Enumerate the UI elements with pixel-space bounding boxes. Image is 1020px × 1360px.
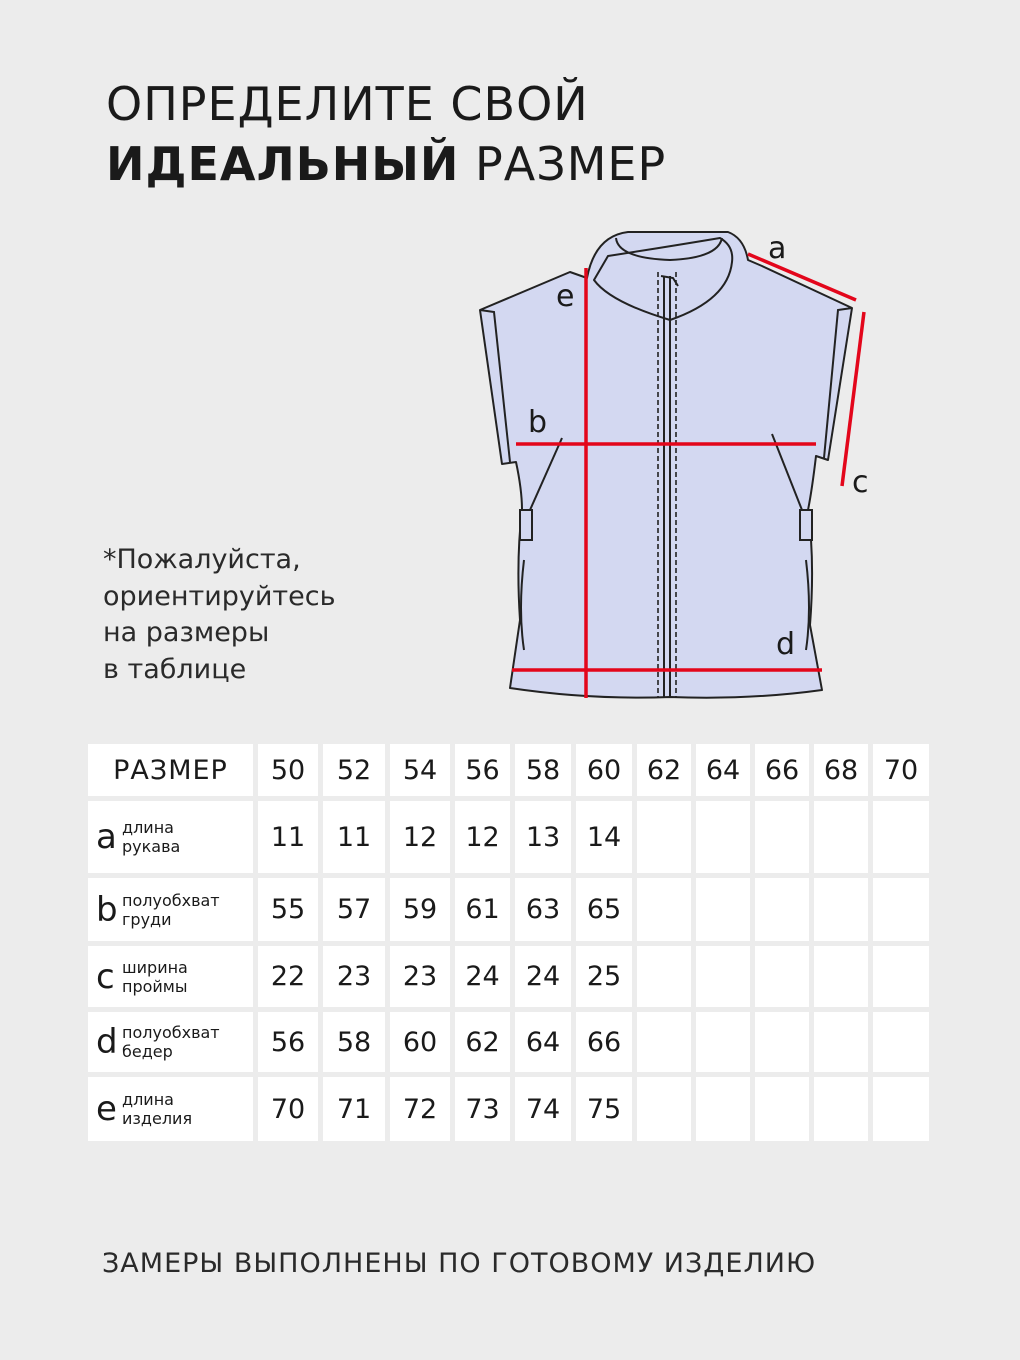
size-header-cell: 62	[637, 744, 691, 796]
table-value-cell	[696, 1077, 750, 1141]
measurement-row-label	[88, 1077, 253, 1141]
description-line-2: бедер	[122, 1042, 173, 1061]
measurement-row-label	[88, 1012, 253, 1072]
table-value-cell: 64	[515, 1012, 571, 1072]
measurement-letter: d	[96, 1022, 118, 1062]
table-value-cell	[696, 801, 750, 873]
size-header-cell: 60	[576, 744, 632, 796]
size-header-cell: 52	[323, 744, 385, 796]
table-value-cell: 70	[258, 1077, 318, 1141]
table-value-cell: 62	[455, 1012, 510, 1072]
table-header-label: РАЗМЕР	[88, 744, 253, 796]
label-c: c	[852, 465, 869, 500]
table-value-cell	[696, 946, 750, 1007]
table-value-cell: 58	[323, 1012, 385, 1072]
description-line-1: полуобхват	[122, 890, 220, 910]
size-header-cell: 56	[455, 744, 510, 796]
description-line-1: полуобхват	[122, 1023, 220, 1042]
description-line-2: проймы	[122, 976, 188, 996]
vest-body	[480, 232, 852, 698]
description-line-1: длина	[122, 818, 174, 837]
label-b: b	[528, 405, 548, 440]
measurement-letter: a	[96, 817, 117, 857]
table-value-cell: 61	[455, 878, 510, 941]
label-a: a	[768, 231, 787, 266]
table-value-cell: 72	[390, 1077, 450, 1141]
table-value-cell	[755, 801, 809, 873]
table-value-cell	[637, 946, 691, 1007]
table-value-cell: 59	[390, 878, 450, 941]
table-value-cell	[755, 878, 809, 941]
measurement-description	[122, 958, 188, 996]
table-value-cell: 71	[323, 1077, 385, 1141]
table-value-cell: 57	[323, 878, 385, 941]
note-line-3: на размеры	[103, 617, 270, 648]
table-value-cell: 25	[576, 946, 632, 1007]
table-value-cell	[873, 946, 929, 1007]
table-value-cell: 73	[455, 1077, 510, 1141]
size-header-cell: 70	[873, 744, 929, 796]
table-value-cell	[755, 946, 809, 1007]
table-value-cell: 55	[258, 878, 318, 941]
measurement-row-label	[88, 801, 253, 873]
measurement-row-label	[88, 946, 253, 1007]
table-value-cell	[637, 801, 691, 873]
size-header-cell: 54	[390, 744, 450, 796]
description-line-2: груди	[122, 909, 172, 929]
size-header-cell: 58	[515, 744, 571, 796]
table-value-cell	[814, 946, 868, 1007]
size-header-cell: 64	[696, 744, 750, 796]
title-line-2-bold: ИДЕАЛЬНЫЙ	[106, 137, 460, 191]
table-value-cell	[873, 801, 929, 873]
table-value-cell: 24	[455, 946, 510, 1007]
size-table	[88, 744, 929, 1141]
table-value-cell: 74	[515, 1077, 571, 1141]
description-line-2: изделия	[122, 1109, 193, 1128]
table-value-cell	[755, 1077, 809, 1141]
table-value-cell	[814, 1077, 868, 1141]
table-value-cell: 24	[515, 946, 571, 1007]
table-value-cell: 12	[390, 801, 450, 873]
footer-note: ЗАМЕРЫ ВЫПОЛНЕНЫ ПО ГОТОВОМУ ИЗДЕЛИЮ	[102, 1248, 817, 1279]
table-value-cell	[814, 801, 868, 873]
table-value-cell: 63	[515, 878, 571, 941]
table-value-cell	[637, 1077, 691, 1141]
table-value-cell: 66	[576, 1012, 632, 1072]
label-d: d	[776, 627, 796, 662]
note-line-4: в таблице	[103, 653, 247, 685]
table-value-cell: 75	[576, 1077, 632, 1141]
measurement-letter: e	[96, 1089, 117, 1129]
table-value-cell: 12	[455, 801, 510, 873]
table-value-cell	[637, 1012, 691, 1072]
vest-diagram	[470, 220, 890, 710]
note-line-1: *Пожалуйста,	[103, 544, 301, 575]
measurement-description	[122, 818, 180, 856]
size-note	[103, 542, 336, 688]
table-value-cell	[814, 1012, 868, 1072]
table-value-cell	[873, 1012, 929, 1072]
table-value-cell	[873, 1077, 929, 1141]
measurement-letter: b	[96, 889, 118, 930]
table-value-cell: 14	[576, 801, 632, 873]
table-value-cell: 13	[515, 801, 571, 873]
table-value-cell	[696, 878, 750, 941]
table-value-cell: 65	[576, 878, 632, 941]
table-value-cell	[814, 878, 868, 941]
size-header-cell: 68	[814, 744, 868, 796]
table-value-cell: 23	[390, 946, 450, 1007]
table-value-cell: 56	[258, 1012, 318, 1072]
table-value-cell: 11	[323, 801, 385, 873]
description-line-2: рукава	[122, 837, 181, 856]
table-value-cell	[755, 1012, 809, 1072]
description-line-1: длина	[122, 1090, 174, 1109]
title-line-2-rest: РАЗМЕР	[459, 137, 667, 191]
table-value-cell	[637, 878, 691, 941]
size-header-cell: 66	[755, 744, 809, 796]
table-value-cell	[696, 1012, 750, 1072]
page-title	[106, 74, 666, 194]
measurement-description	[122, 1090, 192, 1128]
title-line-1: ОПРЕДЕЛИТЕ СВОЙ	[106, 77, 589, 131]
measurement-letter: c	[96, 956, 115, 997]
table-value-cell: 22	[258, 946, 318, 1007]
table-value-cell: 11	[258, 801, 318, 873]
measurement-description	[122, 1023, 220, 1061]
table-value-cell: 23	[323, 946, 385, 1007]
note-line-2: ориентируйтесь	[103, 580, 336, 612]
description-line-1: ширина	[122, 957, 188, 977]
measurement-description	[122, 891, 220, 929]
label-e: e	[556, 279, 575, 314]
size-header-cell: 50	[258, 744, 318, 796]
measurement-row-label	[88, 878, 253, 941]
table-value-cell: 60	[390, 1012, 450, 1072]
table-value-cell	[873, 878, 929, 941]
